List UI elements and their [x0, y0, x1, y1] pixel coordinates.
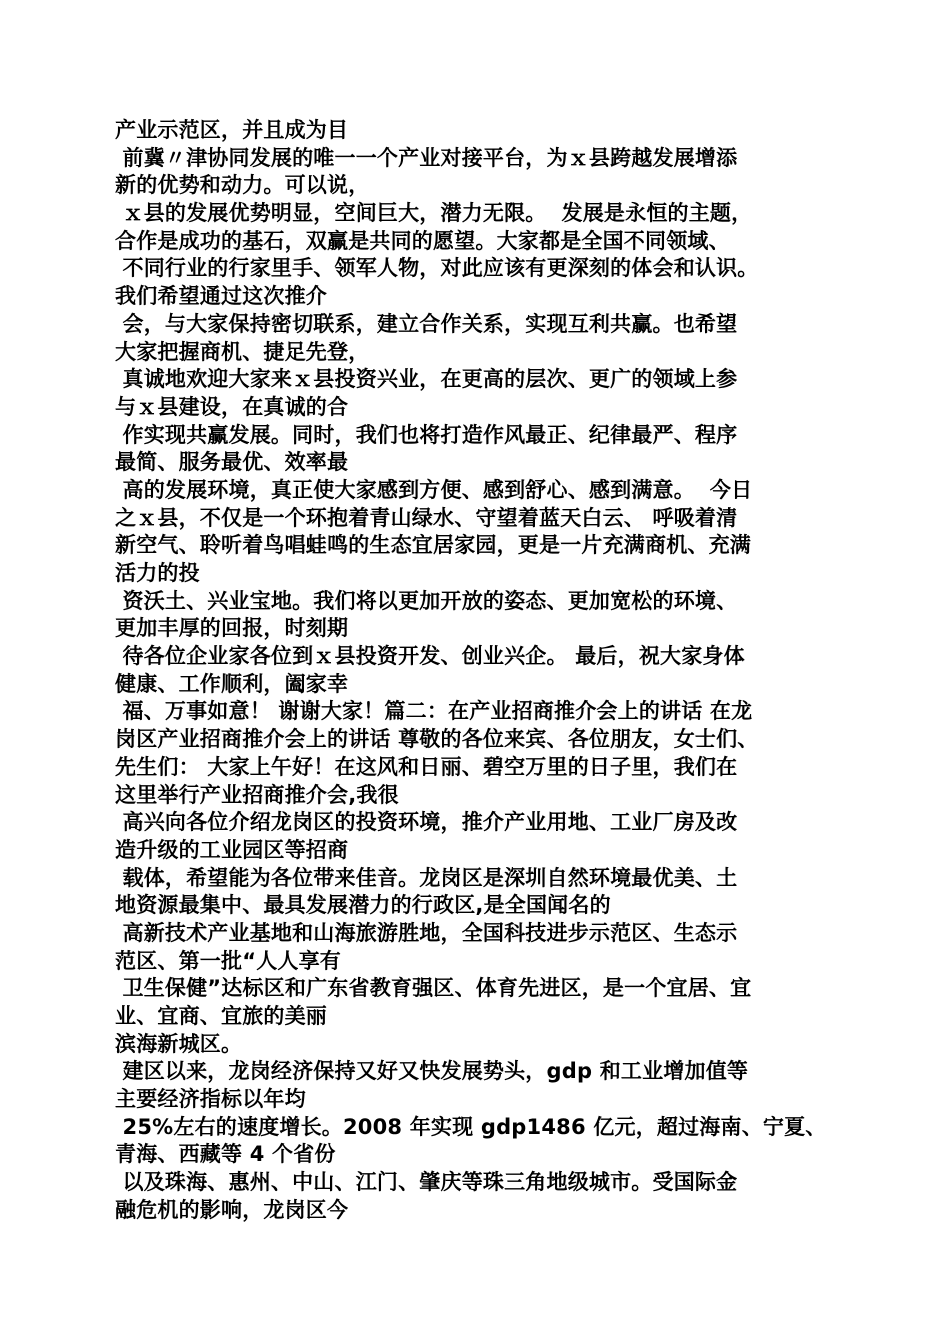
text-line: 业、宜商、宜旅的美丽: [115, 1004, 327, 1028]
text-line: 前冀〃津协同发展的唯一一个产业对接平台，为ｘ县跨越发展增添: [115, 145, 738, 170]
text-line: ｘ县的发展优势明显，空间巨大，潜力无限。 发展是永恒的主题，: [115, 201, 753, 226]
text-line: 不同行业的行家里手、领军人物，对此应该有更深刻的体会和认识。: [115, 256, 759, 281]
text-line: 作实现共赢发展。同时，我们也将打造作风最正、纪律最严、程序: [115, 422, 738, 447]
text-line: 这里举行产业招商推介会,我很: [115, 782, 399, 807]
text-line: 之ｘ县，不仅是一个环抱着青山绿水、守望着蓝天白云、 呼吸着清: [115, 505, 738, 530]
text-line: 地资源最集中、最具发展潜力的行政区,是全国闻名的: [115, 893, 611, 918]
text-line: 范区、第一批“人人享有: [115, 948, 342, 973]
text-line: 主要经济指标以年均: [115, 1087, 306, 1112]
text-line: 大家把握商机、捷足先登，: [115, 339, 370, 364]
text-line: 25%左右的速度增长。2008 年实现 gdp1486 亿元，超过海南、宁夏、: [115, 1114, 827, 1139]
text-line: 高兴向各位介绍龙岗区的投资环境，推介产业用地、工业厂房及改: [115, 810, 738, 835]
text-line: 先生们： 大家上午好！在这风和日丽、碧空万里的日子里，我们在: [115, 754, 738, 779]
text-line: 更加丰厚的回报，时刻期: [115, 616, 349, 641]
text-line: 高新技术产业基地和山海旅游胜地，全国科技进步示范区、生态示: [115, 920, 738, 945]
text-line: 活力的投: [115, 561, 200, 585]
text-line: 真诚地欢迎大家来ｘ县投资兴业，在更高的层次、更广的领域上参: [115, 367, 738, 392]
text-line: 与ｘ县建设，在真诚的合: [115, 394, 349, 419]
text-line: 我们希望通过这次推介: [115, 284, 327, 309]
text-line: 高的发展环境，真正使大家感到方便、感到舒心、感到满意。 今日: [115, 477, 753, 502]
text-line: 青海、西藏等 4 个省份: [115, 1142, 336, 1167]
text-line: 滨海新城区。: [115, 1031, 243, 1056]
text-line: 待各位企业家各位到ｘ县投资开发、创业兴企。 最后，祝大家身体: [115, 644, 745, 669]
text-line: 新的优势和动力。可以说，: [115, 173, 370, 198]
text-line: 新空气、聆听着鸟唱蛙鸣的生态宜居家园，更是一片充满商机、充满: [115, 533, 751, 558]
text-line: 产业示范区，并且成为目: [115, 118, 349, 142]
text-line: 融危机的影响，龙岗区今: [115, 1197, 349, 1222]
text-line: 以及珠海、惠州、中山、江门、肇庆等珠三角地级城市。受国际金: [115, 1170, 738, 1195]
text-line: 造升级的工业园区等招商: [115, 837, 349, 862]
text-line: 卫生保健”达标区和广东省教育强区、体育先进区，是一个宜居、宜: [115, 976, 752, 1001]
text-line: 资沃土、兴业宝地。我们将以更加开放的姿态、更加宽松的环境、: [115, 588, 738, 613]
text-line: 健康、工作顺利，阖家幸: [115, 671, 349, 696]
text-line: 最简、服务最优、效率最: [115, 450, 349, 475]
text-line: 建区以来，龙岗经济保持又好又快发展势头，gdp 和工业增加值等: [115, 1059, 749, 1084]
text-line: 载体，希望能为各位带来佳音。龙岗区是深圳自然环境最优美、土: [115, 865, 738, 890]
text-line: 会，与大家保持密切联系，建立合作关系，实现互利共赢。也希望: [115, 311, 738, 336]
text-line: 岗区产业招商推介会上的讲话 尊敬的各位来宾、各位朋友，女士们、: [115, 727, 759, 752]
document-page: [115, 117, 855, 1225]
text-line: 福、万事如意！ 谢谢大家！篇二：在产业招商推介会上的讲话 在龙: [115, 699, 753, 724]
text-line: 合作是成功的基石，双赢是共同的愿望。大家都是全国不同领域、: [115, 228, 730, 253]
